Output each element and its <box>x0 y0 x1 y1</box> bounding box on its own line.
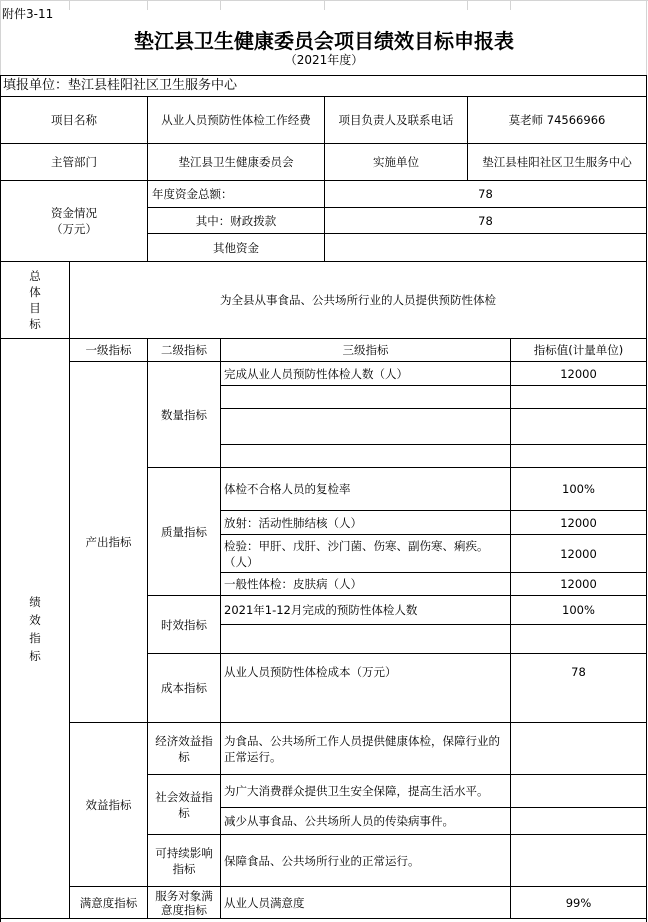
header-value: 指标值(计量单位) <box>533 343 624 357</box>
project-name-value: 从业人员预防性体检工作经费 <box>161 113 311 127</box>
sheet-grid <box>69 0 70 10</box>
funds-label <box>1 181 147 261</box>
funds-fiscal-value: 78 <box>478 213 493 228</box>
col-divider <box>510 338 511 919</box>
quantity-value: 12000 <box>560 366 597 381</box>
satisfaction-indicator-label: 满意度指标 <box>79 895 138 910</box>
timeliness-indicator-label: 时效指标 <box>161 617 207 632</box>
economic-benefit-label: 经济效益指标 <box>155 733 213 764</box>
goal-char: 体 <box>29 285 41 299</box>
sustainability-label: 可持续影响指标 <box>155 845 213 876</box>
contact-value: 莫老师 74566966 <box>508 113 606 127</box>
cost-indicator-label: 成本指标 <box>161 681 207 695</box>
header-level1: 一级指标 <box>85 343 132 357</box>
sheet-grid <box>510 0 511 10</box>
overall-goal-text: 为全县从事食品、公共场所行业的人员提供预防性体检 <box>220 293 496 307</box>
quality-indicator-label: 质量指标 <box>161 524 207 539</box>
sustainability-item: 保障食品、公共场所行业的正常运行。 <box>224 853 420 868</box>
perf-label <box>1 339 69 918</box>
satisfaction-value: 99% <box>565 895 592 910</box>
sheet-grid <box>467 0 468 10</box>
funds-total-value: 78 <box>478 187 493 201</box>
quantity-indicator-label: 数量指标 <box>161 407 207 422</box>
funds-other-label: 其他资金 <box>213 240 259 255</box>
cost-value: 78 <box>571 665 586 679</box>
col-divider <box>220 338 221 919</box>
goal-char: 总 <box>29 269 41 283</box>
economic-benefit-item: 为食品、公共场所工作人员提供健康体检，保障行业的正常运行。 <box>224 733 500 764</box>
funds-label-line2: （万元） <box>51 222 97 236</box>
table-border <box>646 75 647 922</box>
overall-goal-label <box>1 262 69 338</box>
header-level3: 三级指标 <box>342 343 389 357</box>
impl-value: 垫江县桂阳社区卫生服务中心 <box>482 155 632 169</box>
quality-value: 100% <box>562 482 595 496</box>
reporting-unit: 填报单位：垫江县桂阳社区卫生服务中心 <box>3 78 238 93</box>
impl-label: 实施单位 <box>373 155 419 169</box>
cost-item: 从业人员预防性体检成本（万元） <box>224 665 397 679</box>
funds-fiscal-label: 其中：财政拨款 <box>195 213 277 228</box>
quality-value: 12000 <box>560 577 597 591</box>
row-divider <box>220 624 647 625</box>
page-title: 垫江县卫生健康委员会项目绩效目标申报表 <box>134 29 514 53</box>
output-indicator-label: 产出指标 <box>85 535 132 549</box>
attachment-label: 附件3-11 <box>2 7 54 21</box>
quality-item: 体检不合格人员的复检率 <box>224 482 351 496</box>
funds-total-label: 年度资金总额： <box>152 187 233 201</box>
year-label: （2021年度） <box>284 53 364 67</box>
project-name-label: 项目名称 <box>51 113 97 127</box>
service-satisfaction-label: 服务对象满意度指标 <box>155 888 213 917</box>
quality-value: 12000 <box>560 515 597 530</box>
sheet-grid <box>147 0 148 10</box>
sheet-grid <box>324 0 325 10</box>
timeliness-item: 2021年1-12月完成的预防性体检人数 <box>224 603 418 617</box>
row-divider <box>220 385 647 386</box>
header-level2: 二级指标 <box>161 343 207 357</box>
dept-value: 垫江县卫生健康委员会 <box>178 155 294 169</box>
social-benefit-item: 减少从事食品、公共场所人员的传染病事件。 <box>224 814 454 828</box>
goal-char: 目 <box>29 301 41 315</box>
contact-label: 项目负责人及联系电话 <box>338 113 454 127</box>
goal-char: 标 <box>29 317 41 331</box>
benefit-indicator-label: 效益指标 <box>85 797 132 812</box>
timeliness-value: 100% <box>562 603 595 617</box>
row-divider <box>220 408 647 409</box>
dept-label: 主管部门 <box>51 155 97 169</box>
perf-char: 绩 <box>29 594 41 609</box>
perf-char: 标 <box>29 648 41 663</box>
social-benefit-item: 为广大消费群众提供卫生安全保障，提高生活水平。 <box>224 784 489 798</box>
quality-item: 一般性体检：皮肤病（人） <box>224 577 362 591</box>
quality-item: 检验：甲肝、戊肝、沙门菌、伤寒、副伤寒、痢疾。（人） <box>224 538 489 569</box>
row-divider <box>220 444 647 445</box>
funds-other-value <box>325 234 646 261</box>
perf-char: 效 <box>29 612 41 627</box>
perf-char: 指 <box>29 630 41 645</box>
quantity-item: 完成从业人员预防性体检人数（人） <box>224 366 408 381</box>
table-border <box>0 918 647 919</box>
social-benefit-label: 社会效益指标 <box>155 789 213 820</box>
quality-item: 放射：活动性肺结核（人） <box>224 515 362 530</box>
funds-label-line1: 资金情况 <box>51 206 97 220</box>
sheet-grid <box>220 0 221 10</box>
quality-value: 12000 <box>560 546 597 561</box>
satisfaction-item: 从业人员满意度 <box>224 895 305 910</box>
